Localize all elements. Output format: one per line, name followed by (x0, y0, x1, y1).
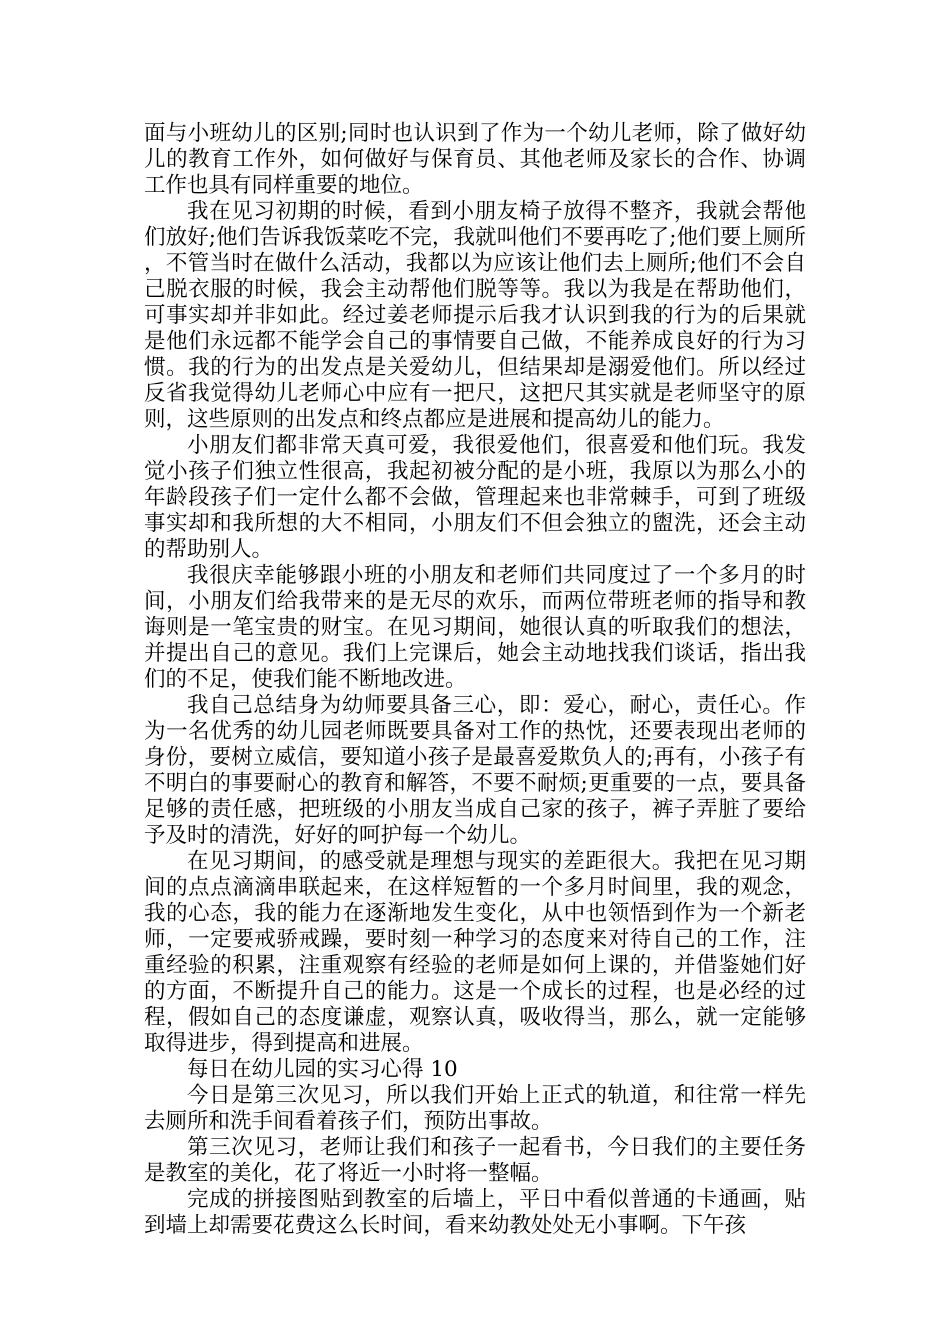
paragraph: 我自己总结身为幼师要具备三心，即：爱心，耐心，责任心。作为一名优秀的幼儿园老师既要具备对工作的热忱，还要表现出老师的身份，要树立威信，要知道小孩子是最喜爱欺负人的;再有，小孩子有不明白的事要耐心的教育和解答，不要不耐烦;更重要的一点，要具备足够的责任感，把班级的小朋友当成自己家的孩子，裤子弄脏了要给予及时的清洗，好好的呵护每一个幼儿。 (144, 693, 806, 848)
paragraph: 在见习期间，的感受就是理想与现实的差距很大。我把在见习期间的点点滴滴串联起来，在这样短暂的一个多月时间里，我的观念，我的心态，我的能力在逐渐地发生变化，从中也领悟到作为一个新老师，一定要戒骄戒躁，要时刻一种学习的态度来对待自己的工作，注重经验的积累，注重观察有经验的老师是如何上课的，并借鉴她们好的方面，不断提升自己的能力。这是一个成长的过程，也是必经的过程，假如自己的态度谦虚，观察认真，吸收得当，那么，就一定能够取得进步，得到提高和进展。 (144, 849, 806, 1056)
paragraph: 我很庆幸能够跟小班的小朋友和老师们共同度过了一个多月的时间，小朋友们给我带来的是无尽的欢乐，而两位带班老师的指导和教诲则是一笔宝贵的财宝。在见习期间，她很认真的听取我们的想法，并提出自己的意见。我们上完课后，她会主动地找我们谈话，指出我们的不足，使我们能不断地改进。 (144, 563, 806, 692)
document-body (144, 121, 806, 1239)
paragraph: 完成的拼接图贴到教室的后墙上，平日中看似普通的卡通画，贴到墙上却需要花费这么长时间，看来幼教处处无小事啊。下午孩 (144, 1187, 806, 1238)
paragraph: 我在见习初期的时候，看到小朋友椅子放得不整齐，我就会帮他们放好;他们告诉我饭菜吃不完，我就叫他们不要再吃了;他们要上厕所，不管当时在做什么活动，我都以为应该让他们去上厕所;他们不会自己脱衣服的时候，我会主动帮他们脱等等。我以为我是在帮助他们，可事实却并非如此。经过姜老师提示后我才认识到我的行为的后果就是他们永远都不能学会自己的事情要自己做，不能养成良好的行为习惯。我的行为的出发点是关爱幼儿，但结果却是溺爱他们。所以经过反省我觉得幼儿老师心中应有一把尺，这把尺其实就是老师坚守的原则，这些原则的出发点和终点都应是进展和提高幼儿的能力。 (144, 199, 806, 432)
section-heading: 每日在幼儿园的实习心得 10 (187, 1057, 458, 1082)
paragraph: 今日是第三次见习，所以我们开始上正式的轨道，和往常一样先去厕所和洗手间看着孩子们，预防出事故。 (144, 1083, 806, 1134)
paragraph: 第三次见习，老师让我们和孩子一起看书，今日我们的主要任务是教室的美化，花了将近一小时将一整幅。 (144, 1135, 806, 1186)
paragraph: 小朋友们都非常天真可爱，我很爱他们，很喜爱和他们玩。我发觉小孩子们独立性很高，我起初被分配的是小班，我原以为那么小的年龄段孩子们一定什么都不会做，管理起来也非常棘手，可到了班级事实却和我所想的大不相同，小朋友们不但会独立的盥洗，还会主动的帮助别人。 (144, 433, 806, 562)
paragraph: 面与小班幼儿的区别;同时也认识到了作为一个幼儿老师，除了做好幼儿的教育工作外，如何做好与保育员、其他老师及家长的合作、协调工作也具有同样重要的地位。 (144, 121, 806, 198)
